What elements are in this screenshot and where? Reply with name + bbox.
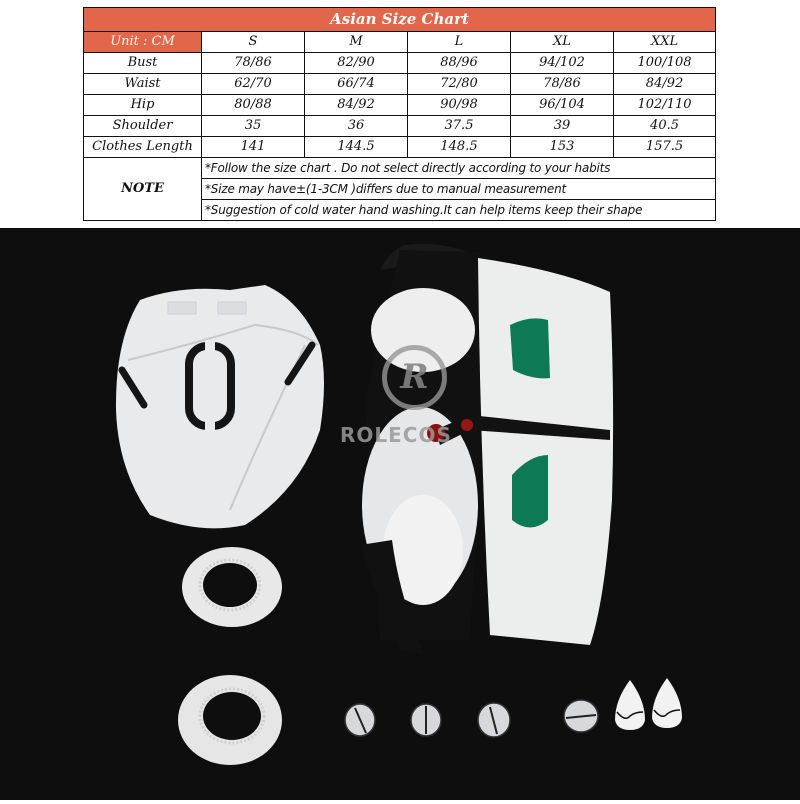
cell: 148.5 xyxy=(408,137,511,158)
cell: 78/86 xyxy=(202,53,305,74)
size-chart-table xyxy=(83,7,716,221)
row-label: Waist xyxy=(84,74,202,95)
costume-pieces-illustration xyxy=(0,228,800,800)
note-text: *Suggestion of cold water hand washing.It can help items keep their shape xyxy=(202,200,716,221)
note-text: *Size may have±(1-3CM )differs due to manual measurement xyxy=(202,179,716,200)
note-row xyxy=(84,158,716,179)
table-row-bust xyxy=(84,53,716,74)
cell: 80/88 xyxy=(202,95,305,116)
cell: 82/90 xyxy=(305,53,408,74)
cell: 96/104 xyxy=(511,95,614,116)
cell: 40.5 xyxy=(614,116,716,137)
size-header: L xyxy=(408,32,511,53)
cell: 157.5 xyxy=(614,137,716,158)
row-label: Clothes Length xyxy=(84,137,202,158)
round-button-icon xyxy=(478,703,510,737)
cell: 84/92 xyxy=(305,95,408,116)
table-row-waist xyxy=(84,74,716,95)
watermark-logo: R xyxy=(382,345,447,410)
cell: 90/98 xyxy=(408,95,511,116)
chart-title: Asian Size Chart xyxy=(84,8,716,32)
cuff-icon xyxy=(182,547,282,627)
cell: 62/70 xyxy=(202,74,305,95)
size-header: M xyxy=(305,32,408,53)
size-header: S xyxy=(202,32,305,53)
row-label: Hip xyxy=(84,95,202,116)
round-button-icon xyxy=(564,700,598,732)
cell: 94/102 xyxy=(511,53,614,74)
product-photo xyxy=(0,228,800,800)
cell: 144.5 xyxy=(305,137,408,158)
ear-piece-icon xyxy=(615,680,645,730)
unit-label: Unit : CM xyxy=(84,32,202,53)
table-row-clothes-length xyxy=(84,137,716,158)
cell: 84/92 xyxy=(614,74,716,95)
cell: 66/74 xyxy=(305,74,408,95)
size-header-row xyxy=(84,32,716,53)
size-header: XXL xyxy=(614,32,716,53)
ear-piece-icon xyxy=(652,678,682,728)
cell: 78/86 xyxy=(511,74,614,95)
helmet-mask-icon xyxy=(116,285,324,528)
cell: 72/80 xyxy=(408,74,511,95)
size-header: XL xyxy=(511,32,614,53)
row-label: Bust xyxy=(84,53,202,74)
bodysuit-icon xyxy=(360,244,613,655)
cell: 35 xyxy=(202,116,305,137)
cell: 36 xyxy=(305,116,408,137)
cell: 100/108 xyxy=(614,53,716,74)
note-text: *Follow the size chart . Do not select directly according to your habits xyxy=(202,158,716,179)
table-row-hip xyxy=(84,95,716,116)
size-chart xyxy=(83,7,715,221)
round-button-icon xyxy=(411,704,441,736)
cell: 88/96 xyxy=(408,53,511,74)
note-label: NOTE xyxy=(84,158,202,221)
round-button-icon xyxy=(345,704,375,736)
cell: 153 xyxy=(511,137,614,158)
cell: 39 xyxy=(511,116,614,137)
table-row-shoulder xyxy=(84,116,716,137)
row-label: Shoulder xyxy=(84,116,202,137)
watermark-text: ROLECOS xyxy=(340,423,452,447)
cell: 102/110 xyxy=(614,95,716,116)
cuff-icon xyxy=(178,675,282,765)
cell: 37.5 xyxy=(408,116,511,137)
cell: 141 xyxy=(202,137,305,158)
title-row xyxy=(84,8,716,32)
